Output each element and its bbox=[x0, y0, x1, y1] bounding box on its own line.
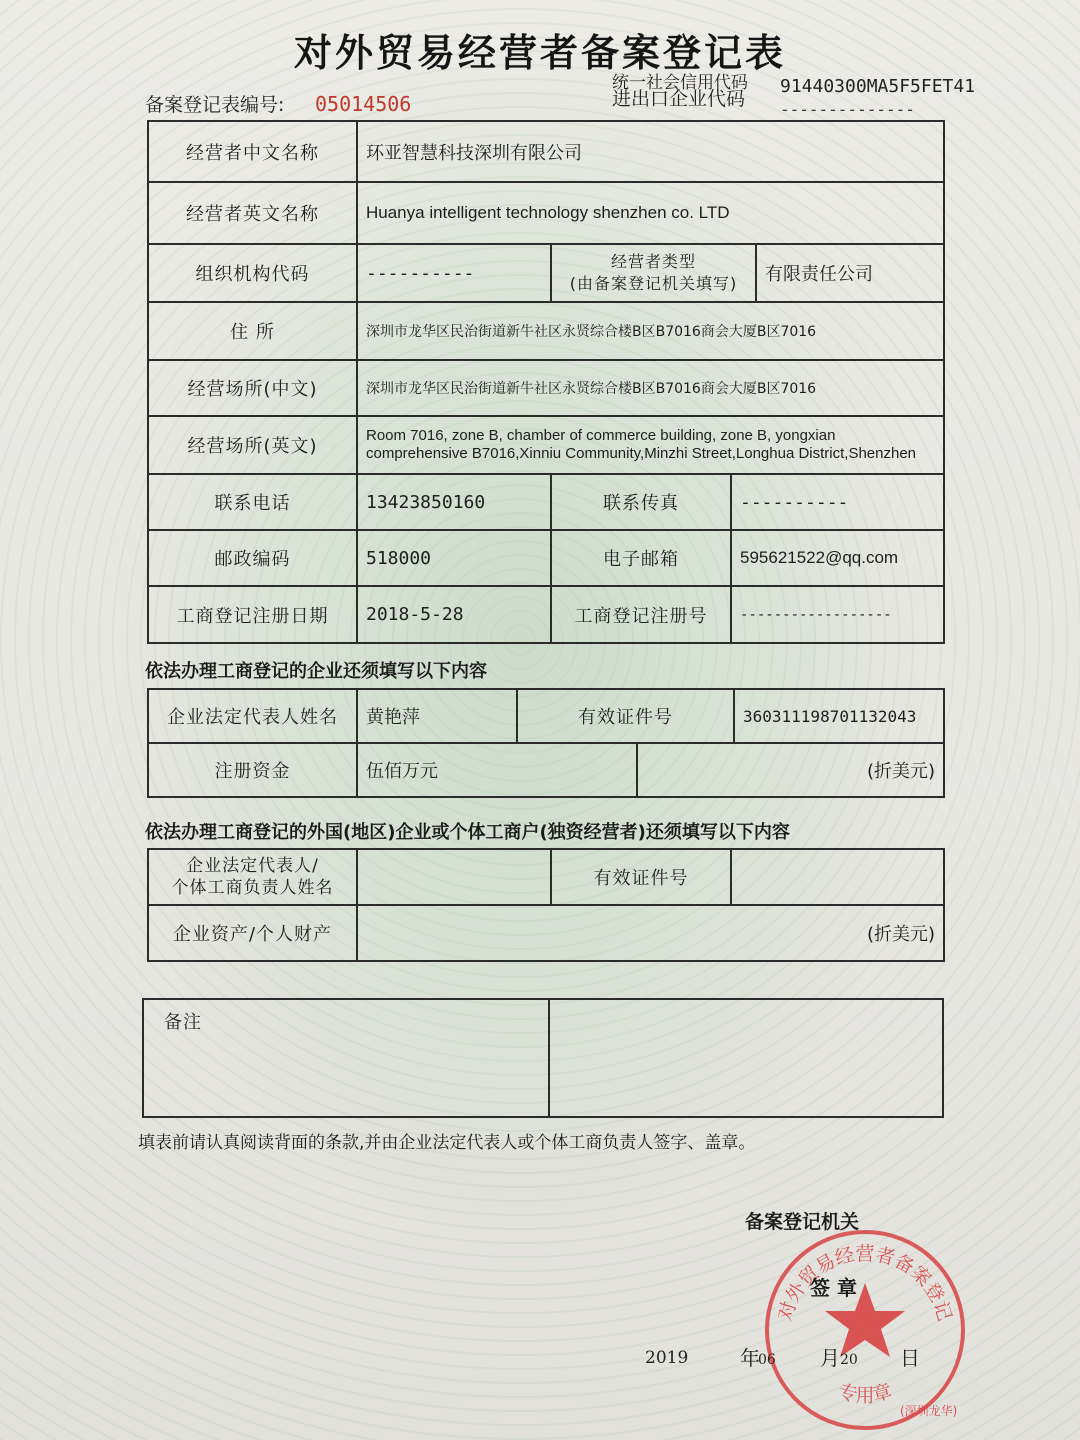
id-number-value: 360311198701132043 bbox=[734, 689, 944, 743]
table-row bbox=[148, 360, 944, 416]
date-day-char: 日 bbox=[900, 1346, 920, 1370]
main-info-table bbox=[147, 120, 945, 644]
foreign-id-value bbox=[731, 849, 944, 905]
credit-code-label: 统一社会信用代码 bbox=[612, 73, 748, 93]
operator-type-label bbox=[551, 244, 756, 302]
phone-label: 联系电话 bbox=[148, 474, 357, 530]
operator-type-value: 有限责任公司 bbox=[756, 244, 944, 302]
en-name-label: 经营者英文名称 bbox=[148, 182, 357, 244]
email-label: 电子邮箱 bbox=[551, 530, 731, 586]
remarks-right-cell bbox=[549, 999, 943, 1117]
reg-no-label: 工商登记注册号 bbox=[551, 586, 731, 643]
date-day: 20 bbox=[840, 1352, 858, 1368]
table-row bbox=[148, 416, 944, 474]
seal-sub-text: (深圳龙华) bbox=[900, 1404, 958, 1418]
table-row bbox=[148, 530, 944, 586]
capital-value: 伍佰万元 bbox=[357, 743, 637, 797]
postcode-value: 518000 bbox=[357, 530, 551, 586]
serial-label: 备案登记表编号: bbox=[145, 94, 285, 116]
reg-date-value: 2018-5-28 bbox=[357, 586, 551, 643]
seal-bottom-text: 专用章 bbox=[835, 1380, 895, 1407]
site-en-value: Room 7016, zone B, chamber of commerce building, zone B, yongxian comprehensive B7016,Xinniu Community,Minzhi Street,Longhua District,Shenzhen bbox=[357, 416, 944, 474]
operator-type-label-line2: (由备案登记机关填写) bbox=[569, 274, 738, 293]
instructions-note: 填表前请认真阅读背面的条款,并由企业法定代表人或个体工商负责人签字、盖章。 bbox=[138, 1133, 756, 1153]
sign-label: 签 章 bbox=[810, 1276, 857, 1300]
page-title: 对外贸易经营者备案登记表 bbox=[293, 31, 786, 75]
seal-top-text: 对外贸易经营者备案登记 bbox=[774, 1243, 956, 1324]
residence-label: 住 所 bbox=[148, 302, 357, 360]
phone-value: 13423850160 bbox=[357, 474, 551, 530]
date-month-char: 月 bbox=[820, 1346, 840, 1370]
org-code-value: ---------- bbox=[357, 244, 551, 302]
cn-name-value: 环亚智慧科技深圳有限公司 bbox=[357, 121, 944, 182]
enterprise-code-label: 进出口企业代码 bbox=[612, 88, 746, 110]
section3-table bbox=[147, 848, 945, 962]
table-row bbox=[148, 586, 944, 643]
reg-date-label: 工商登记注册日期 bbox=[148, 586, 357, 643]
table-row bbox=[148, 121, 944, 182]
foreign-rep-label-line2: 个体工商负责人姓名 bbox=[171, 878, 334, 898]
section2-table bbox=[147, 688, 945, 798]
org-code-label: 组织机构代码 bbox=[148, 244, 357, 302]
legal-rep-label: 企业法定代表人姓名 bbox=[148, 689, 357, 743]
postcode-label: 邮政编码 bbox=[148, 530, 357, 586]
remarks-table bbox=[142, 998, 944, 1118]
table-row bbox=[148, 302, 944, 360]
fax-label: 联系传真 bbox=[551, 474, 731, 530]
table-row bbox=[148, 743, 944, 797]
foreign-rep-value bbox=[357, 849, 551, 905]
cn-name-label: 经营者中文名称 bbox=[148, 121, 357, 182]
legal-rep-value: 黄艳萍 bbox=[357, 689, 517, 743]
table-row bbox=[148, 182, 944, 244]
id-number-label: 有效证件号 bbox=[517, 689, 734, 743]
table-row bbox=[148, 849, 944, 905]
credit-code-value: 91440300MA5F5FET41 bbox=[780, 76, 976, 97]
site-cn-label: 经营场所(中文) bbox=[148, 360, 357, 416]
date-year: 2019 bbox=[645, 1348, 689, 1368]
en-name-value: Huanya intelligent technology shenzhen co. LTD bbox=[357, 182, 944, 244]
foreign-rep-label-line1: 企业法定代表人/ bbox=[186, 856, 319, 876]
table-row bbox=[143, 999, 943, 1117]
table-row bbox=[148, 474, 944, 530]
table-row bbox=[148, 905, 944, 961]
table-row bbox=[148, 689, 944, 743]
foreign-id-label: 有效证件号 bbox=[551, 849, 731, 905]
table-row bbox=[148, 244, 944, 302]
residence-value: 深圳市龙华区民治街道新牛社区永贤综合楼B区B7016商会大厦B区7016 bbox=[357, 302, 944, 360]
operator-type-label-line1: 经营者类型 bbox=[610, 252, 696, 271]
capital-usd-note: (折美元) bbox=[637, 743, 944, 797]
foreign-rep-label bbox=[148, 849, 357, 905]
assets-usd-note: (折美元) bbox=[357, 905, 944, 961]
section2-title: 依法办理工商登记的企业还须填写以下内容 bbox=[145, 661, 487, 682]
capital-label: 注册资金 bbox=[148, 743, 357, 797]
reg-no-value: ------------------ bbox=[731, 586, 944, 643]
remarks-cell bbox=[143, 999, 549, 1117]
authority-label: 备案登记机关 bbox=[745, 1211, 860, 1233]
remarks-label: 备注 bbox=[164, 1012, 202, 1033]
official-seal bbox=[760, 1225, 970, 1435]
enterprise-code-dash: -------------- bbox=[780, 100, 915, 119]
site-en-label: 经营场所(英文) bbox=[148, 416, 357, 474]
date-month: 06 bbox=[758, 1352, 776, 1368]
site-cn-value: 深圳市龙华区民治街道新牛社区永贤综合楼B区B7016商会大厦B区7016 bbox=[357, 360, 944, 416]
date-year-char: 年 bbox=[740, 1346, 760, 1370]
serial-number: 05014506 bbox=[315, 92, 412, 116]
fax-value: ---------- bbox=[731, 474, 944, 530]
email-value: 595621522@qq.com bbox=[731, 530, 944, 586]
section3-title: 依法办理工商登记的外国(地区)企业或个体工商户(独资经营者)还须填写以下内容 bbox=[145, 822, 790, 843]
assets-label: 企业资产/个人财产 bbox=[148, 905, 357, 961]
